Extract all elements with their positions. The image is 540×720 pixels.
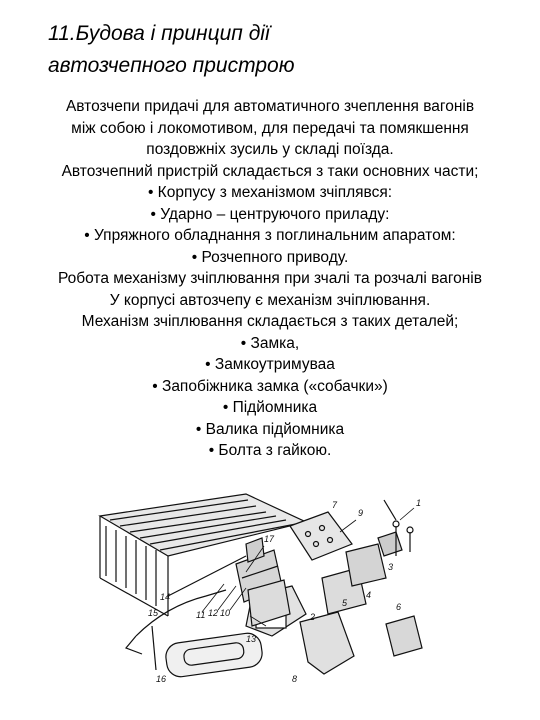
text-line: Робота механізму зчіплювання при зчалі та розчалі вагонів xyxy=(57,270,482,287)
callout-label: 17 xyxy=(264,534,275,544)
callout-label: 5 xyxy=(342,598,348,608)
bullet-item: • Валика підйомника xyxy=(195,420,345,438)
callout-label: 15 xyxy=(148,608,159,618)
text-line: Автозчепи придачі для автоматичного зчеплення вагонів xyxy=(65,98,475,115)
callout-label: 11 xyxy=(196,610,206,620)
callout-label: 3 xyxy=(388,562,394,572)
bullet-item: • Замкоутримуваа xyxy=(205,356,335,373)
callout-label: 10 xyxy=(220,608,231,618)
callout-label: 14 xyxy=(160,592,171,602)
text-line: поздовжніх зусиль у складі поїзда. xyxy=(146,141,394,158)
title-line-1: 11.Будова і принцип дії xyxy=(48,22,270,45)
callout-label: 8 xyxy=(292,674,298,684)
callout-label: 12 xyxy=(208,608,219,618)
slide-title xyxy=(48,18,518,82)
bullet-item: • Розчепного приводу. xyxy=(191,248,349,266)
title-line-2: автозчепного пристрою xyxy=(48,54,295,77)
callout-label: 13 xyxy=(246,634,257,644)
bullet-item: • Підйомника xyxy=(222,399,318,416)
body-text xyxy=(4,96,536,462)
text-line: між собою і локомотивом, для передачі та помякшення xyxy=(71,119,469,137)
text-line: У корпусі автозчепу є механізм зчіплювання. xyxy=(109,291,431,309)
callout-label: 2 xyxy=(310,612,316,622)
callout-label: 4 xyxy=(366,590,372,600)
bullet-item: • Корпусу з механізмом зчіплявся: xyxy=(147,184,393,201)
bullet-item: • Запобіжника замка («собачки») xyxy=(152,377,388,395)
coupler-exploded-view xyxy=(96,486,446,708)
text-line: Автозчепний пристрій складається з таки основних части; xyxy=(61,162,479,180)
bullet-item: • Болта з гайкою. xyxy=(208,442,332,459)
bullet-item: • Ударно – центруючого приладу: xyxy=(150,205,390,223)
text-line: Механізм зчіплювання складається з таких деталей; xyxy=(81,313,459,330)
callout-label: 9 xyxy=(358,508,364,518)
callout-label: 7 xyxy=(332,500,338,510)
callout-label: 6 xyxy=(396,602,402,612)
callout-label: 16 xyxy=(156,674,167,684)
bullet-item: • Упряжного обладнання з поглинальним апаратом: xyxy=(84,227,456,244)
bullet-item: • Замка, xyxy=(240,334,300,352)
callout-label: 1 xyxy=(416,498,422,508)
automatic-coupler-diagram xyxy=(96,486,446,708)
